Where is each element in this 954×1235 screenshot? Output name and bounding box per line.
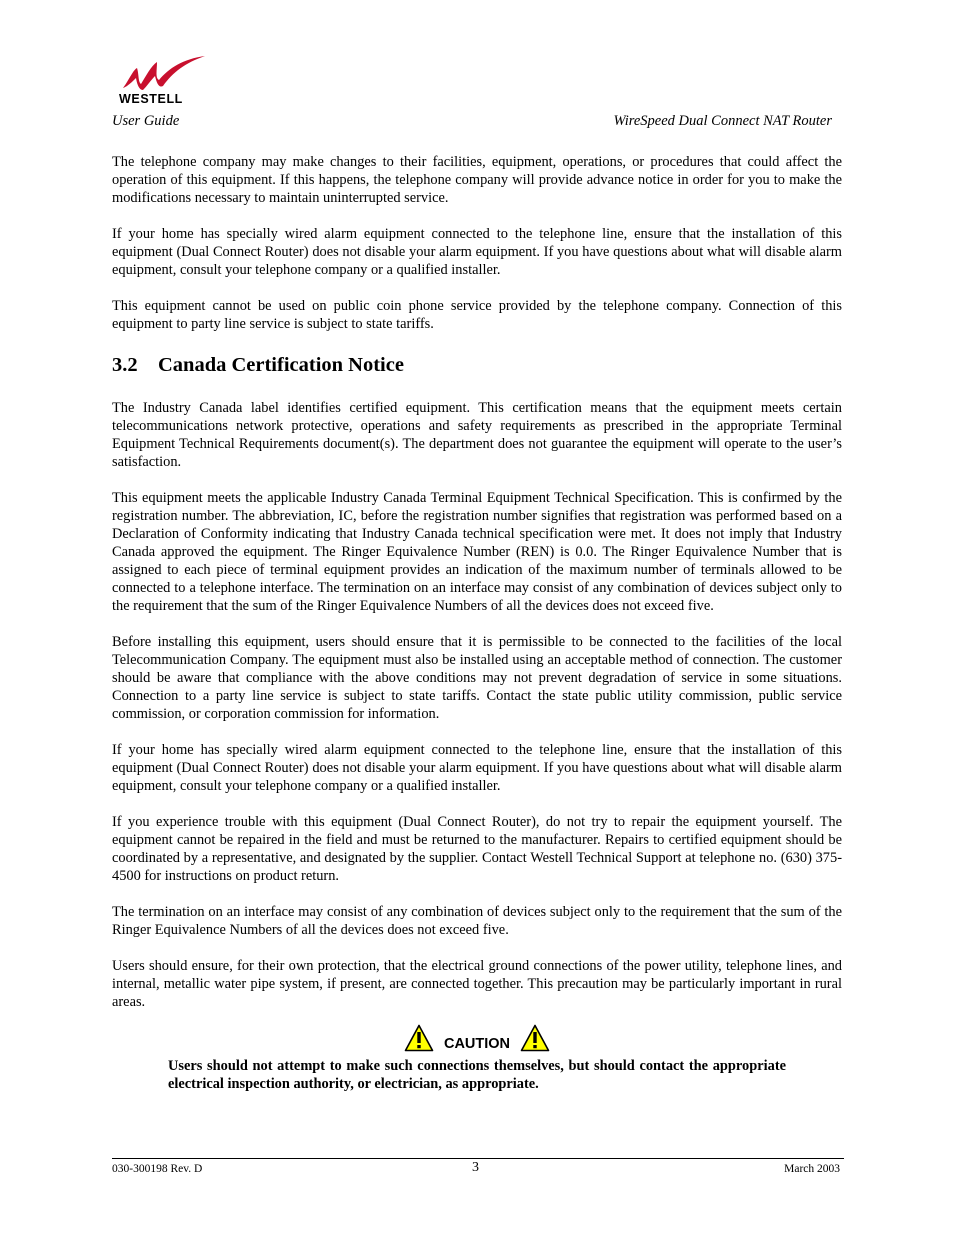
section-heading [112,353,842,377]
paragraph: If your home has specially wired alarm equipment connected to the telephone line, ensure that the installation of this equipment (Dual Connect Router) does not disable your alarm equipment. If you have questions about what will disable alarm equipment, consult your telephone company or a qualified installer. [112,742,842,794]
caution-text: Users should not attempt to make such connections themselves, but should contact the appropriate electrical inspection authority, or electrician, as appropriate. [168,1058,786,1092]
paragraph: Before installing this equipment, users should ensure that it is permissible to be connected to the facilities of the local Telecommunication Company. The equipment must also be installed using an acceptable method of connection. The customer should be aware that compliance with the above conditions may not prevent degradation of service in some situations. Connection to a party line service is subject to state tariffs. Contact the state public utility commission, public service commission, or corporation commission for information. [112,634,842,722]
header-doc-type: User Guide [112,113,180,129]
warning-triangle-icon [404,1024,434,1052]
footer-divider [112,1158,844,1159]
paragraph: The termination on an interface may consist of any combination of devices subject only to the requirement that the sum of the Ringer Equivalence Numbers of all the devices does not exceed five. [112,904,842,938]
warning-triangle-icon [520,1024,550,1052]
paragraph: If you experience trouble with this equipment (Dual Connect Router), do not try to repair the equipment yourself. The equipment cannot be repaired in the field and must be returned to the manufacturer. Repairs to certified equipment should be coordinated by a representative, and designated by the supplier. Contact Westell Technical Support at telephone no. (630) 375-4500 for instructions on product return. [112,814,842,884]
header-product-name: WireSpeed Dual Connect NAT Router [613,113,832,129]
logo-wordmark: WESTELL [119,92,183,106]
paragraph: This equipment cannot be used on public coin phone service provided by the telephone company. Connection of this equipment to party line service is subject to state tariffs. [112,298,842,332]
westell-swoosh-icon [119,54,209,94]
paragraph: The Industry Canada label identifies certified equipment. This certification means that the equipment meets certain telecommunications network protective, operations and safety requirements as prescribed in the appropriate Terminal Equipment Technical Requirements document(s). The department does not guarantee the equipment will operate to the user’s satisfaction. [112,400,842,470]
paragraph: The telephone company may make changes to their facilities, equipment, operations, or procedures that could affect the operation of this equipment. If this happens, the telephone company will provide advance notice in order for you to make the modifications necessary to maintain uninterrupted service. [112,154,842,206]
paragraph: Users should ensure, for their own protection, that the electrical ground connections of the power utility, telephone lines, and internal, metallic water pipe system, if present, are connected together. This precaution may be particularly important in rural areas. [112,958,842,1010]
paragraph: This equipment meets the applicable Industry Canada Terminal Equipment Technical Specification. This is confirmed by the registration number. The abbreviation, IC, before the registration number signifies that registration was performed based on a Declaration of Conformity indicating that Industry Canada technical specification were met. It does not imply that Industry Canada approved the equipment. The Ringer Equivalence Number (REN) is 0.0. The Ringer Equivalence Number that is assigned to each piece of terminal equipment provides an indication of the maximum number of terminals allowed to be connected to a telephone interface. The termination on an interface may consist of any combination of devices subject only to the requirement that the sum of the Ringer Equivalence Numbers of all the devices does not exceed five. [112,490,842,614]
page-number: 3 [472,1160,479,1175]
caution-label: CAUTION [443,1036,511,1052]
paragraph: If your home has specially wired alarm equipment connected to the telephone line, ensure that the installation of this equipment (Dual Connect Router) does not disable your alarm equipment. If you have questions about what will disable alarm equipment, consult your telephone company or a qualified installer. [112,226,842,278]
page-content [112,153,842,1093]
westell-logo [119,54,209,106]
section-title: Canada Certification Notice [158,354,404,376]
footer-doc-number: 030-300198 Rev. D [112,1163,203,1175]
section-number: 3.2 [112,354,138,376]
footer-date: March 2003 [784,1163,840,1175]
caution-header [112,1024,842,1058]
